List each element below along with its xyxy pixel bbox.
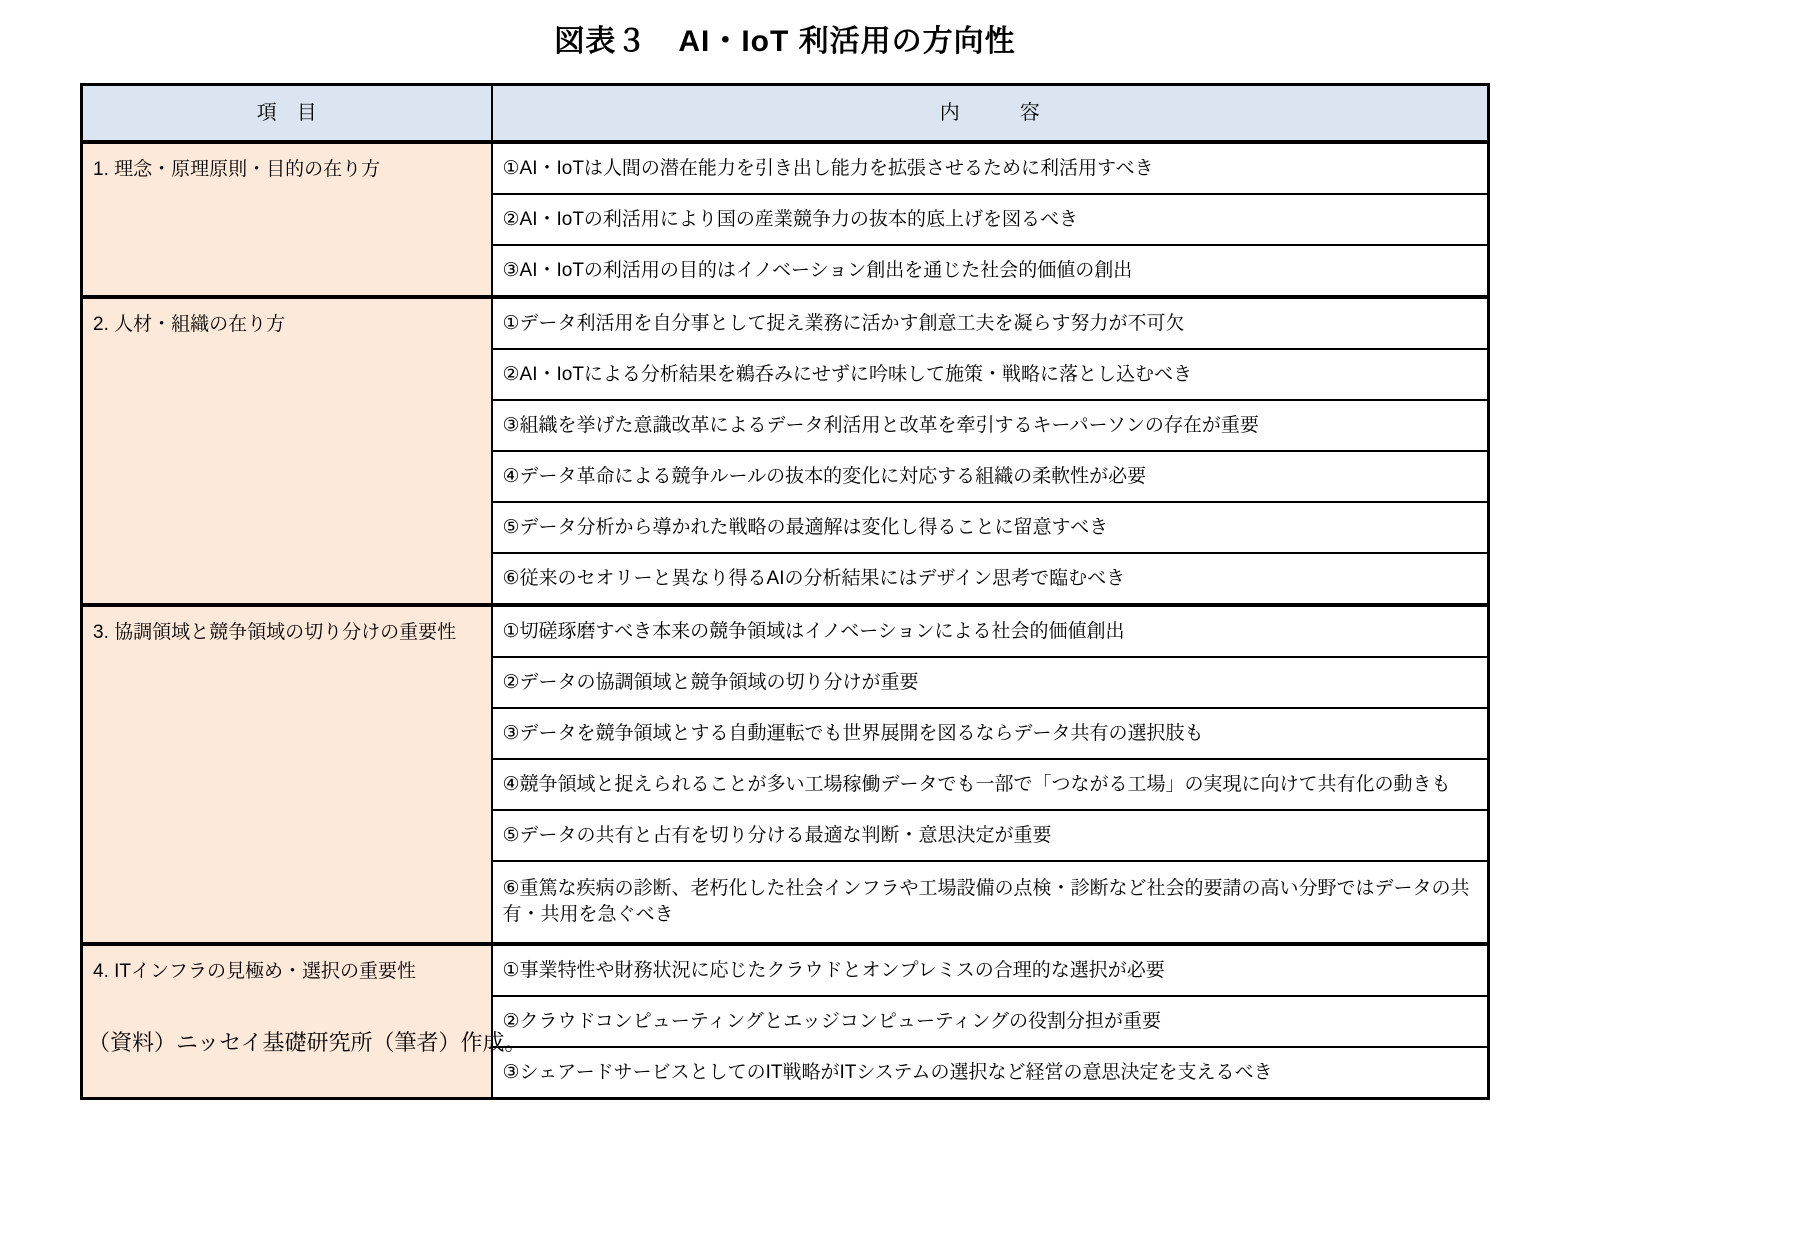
item-cell-people-organization: 2. 人材・組織の在り方 (82, 297, 492, 605)
content-cell: ②AI・IoTによる分析結果を鵜呑みにせずに吟味して施策・戦略に落とし込むべき (492, 349, 1489, 400)
content-cell: ③データを競争領域とする自動運転でも世界展開を図るならデータ共有の選択肢も (492, 708, 1489, 759)
column-header-item: 項 目 (82, 85, 492, 143)
content-cell: ①切磋琢磨すべき本来の競争領域はイノベーションによる社会的価値創出 (492, 605, 1489, 657)
content-cell: ④競争領域と捉えられることが多い工場稼働データでも一部で「つながる工場」の実現に向けて共有化の動きも (492, 759, 1489, 810)
item-cell-it-infrastructure: 4. ITインフラの見極め・選択の重要性 (82, 944, 492, 1099)
table-row (82, 944, 1489, 996)
ai-iot-direction-table (80, 83, 1490, 1100)
table-row (82, 297, 1489, 349)
source-note: （資料）ニッセイ基礎研究所（筆者）作成。 (88, 1030, 527, 1055)
content-cell: ④データ革命による競争ルールの抜本的変化に対応する組織の柔軟性が必要 (492, 451, 1489, 502)
content-cell: ②AI・IoTの利活用により国の産業競争力の抜本的底上げを図るべき (492, 194, 1489, 245)
content-cell: ②データの協調領域と競争領域の切り分けが重要 (492, 657, 1489, 708)
content-cell: ⑤データの共有と占有を切り分ける最適な判断・意思決定が重要 (492, 810, 1489, 861)
content-cell: ⑥重篤な疾病の診断、老朽化した社会インフラや工場設備の点検・診断など社会的要請の高い分野ではデータの共有・共用を急ぐべき (492, 861, 1489, 944)
item-cell-principles: 1. 理念・原理原則・目的の在り方 (82, 142, 492, 297)
item-cell-cooperation-competition: 3. 協調領域と競争領域の切り分けの重要性 (82, 605, 492, 944)
content-cell: ②クラウドコンピューティングとエッジコンピューティングの役割分担が重要 (492, 996, 1489, 1047)
content-cell: ③組織を挙げた意識改革によるデータ利活用と改革を牽引するキーパーソンの存在が重要 (492, 400, 1489, 451)
content-cell: ①データ利活用を自分事として捉え業務に活かす創意工夫を凝らす努力が不可欠 (492, 297, 1489, 349)
content-cell: ⑥従来のセオリーと異なり得るAIの分析結果にはデザイン思考で臨むべき (492, 553, 1489, 605)
content-cell: ⑤データ分析から導かれた戦略の最適解は変化し得ることに留意すべき (492, 502, 1489, 553)
table-row (82, 605, 1489, 657)
content-cell: ③AI・IoTの利活用の目的はイノベーション創出を通じた社会的価値の創出 (492, 245, 1489, 297)
table-row (82, 142, 1489, 194)
content-cell: ①事業特性や財務状況に応じたクラウドとオンプレミスの合理的な選択が必要 (492, 944, 1489, 996)
table-header-row (82, 85, 1489, 143)
content-cell: ①AI・IoTは人間の潜在能力を引き出し能力を拡張させるために利活用すべき (492, 142, 1489, 194)
content-cell: ③シェアードサービスとしてのIT戦略がITシステムの選択など経営の意思決定を支えるべき (492, 1047, 1489, 1099)
column-header-content: 内 容 (492, 85, 1489, 143)
figure-title: 図表３ AI・IoT 利活用の方向性 (554, 25, 1016, 58)
